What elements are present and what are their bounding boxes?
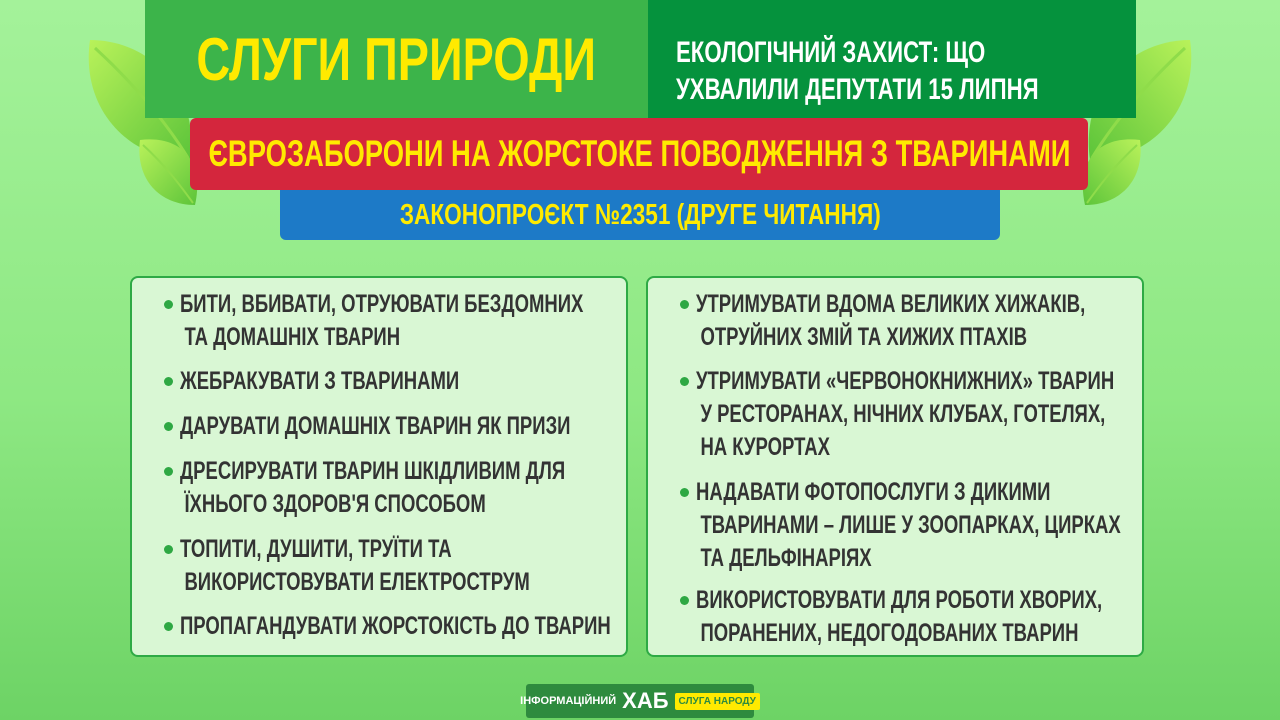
list-item-line: НАДАВАТИ ФОТОПОСЛУГИ З ДИКИМИ xyxy=(696,478,1051,506)
subtitle-block xyxy=(648,0,1136,118)
list-item-line: ВИКОРИСТОВУВАТИ ДЛЯ РОБОТИ ХВОРИХ, xyxy=(696,586,1103,614)
list-item-line: УТРИМУВАТИ «ЧЕРВОНОКНИЖНИХ» ТВАРИН xyxy=(696,367,1115,395)
footer-tag: СЛУГА НАРОДУ xyxy=(675,693,760,710)
footer-brand: ХАБ xyxy=(622,688,669,713)
subtitle-line-2: УХВАЛИЛИ ДЕПУТАТИ 15 ЛИПНЯ xyxy=(676,73,1039,106)
list-item xyxy=(180,410,594,443)
list-item-line: УТРИМУВАТИ ВДОМА ВЕЛИКИХ ХИЖАКІВ, xyxy=(696,290,1086,318)
bill-band xyxy=(280,190,1000,240)
list-item-line: ОТРУЙНИХ ЗМІЙ ТА ХИЖИХ ПТАХІВ xyxy=(700,323,1028,351)
list-item-line: ДАРУВАТИ ДОМАШНІХ ТВАРИН ЯК ПРИЗИ xyxy=(180,412,571,440)
list-item xyxy=(696,476,1121,575)
bullet-icon xyxy=(680,596,689,605)
right-list-panel xyxy=(646,276,1144,657)
list-item-line: ВИКОРИСТОВУВАТИ ЕЛЕКТРОСТРУМ xyxy=(184,568,530,596)
bullet-icon xyxy=(164,300,173,309)
list-item xyxy=(696,584,1110,650)
list-item-line: ЖЕБРАКУВАТИ З ТВАРИНАМИ xyxy=(180,367,460,395)
subtitle-line-1: ЕКОЛОГІЧНИЙ ЗАХИСТ: ЩО xyxy=(676,36,986,69)
bullet-icon xyxy=(164,377,173,386)
list-item-line: ТОПИТИ, ДУШИТИ, ТРУЇТИ ТА xyxy=(180,535,452,563)
bullet-icon xyxy=(680,488,689,497)
footer-badge xyxy=(520,684,756,718)
title-block xyxy=(145,0,648,118)
list-item xyxy=(180,533,594,599)
list-item-line: БИТИ, ВБИВАТИ, ОТРУЮВАТИ БЕЗДОМНИХ xyxy=(180,290,584,318)
list-item xyxy=(180,455,594,521)
list-item-line: ПРОПАГАНДУВАТИ ЖОРСТОКІСТЬ ДО ТВАРИН xyxy=(180,612,611,640)
left-list-panel xyxy=(130,276,628,657)
list-item xyxy=(180,610,611,643)
bullet-icon xyxy=(164,545,173,554)
list-item-line: У РЕСТОРАНАХ, НІЧНИХ КЛУБАХ, ГОТЕЛЯХ, xyxy=(700,400,1106,428)
list-item-line: ТА ДЕЛЬФІНАРІЯХ xyxy=(700,544,872,572)
bullet-icon xyxy=(680,300,689,309)
list-item-line: ПОРАНЕНИХ, НЕДОГОДОВАНИХ ТВАРИН xyxy=(700,619,1079,647)
bullet-icon xyxy=(164,622,173,631)
bullet-icon xyxy=(164,422,173,431)
bill-text: ЗАКОНОПРОЄКТ №2351 (ДРУГЕ ЧИТАННЯ) xyxy=(399,198,881,231)
list-item-line: ДРЕСИРУВАТИ ТВАРИН ШКІДЛИВИМ ДЛЯ xyxy=(180,457,566,485)
list-item xyxy=(180,288,594,354)
page-title: СЛУГИ ПРИРОДИ xyxy=(196,25,597,93)
list-item xyxy=(696,288,1110,354)
banner xyxy=(190,118,1088,190)
list-item-line: ТА ДОМАШНІХ ТВАРИН xyxy=(184,323,401,351)
bullet-icon xyxy=(680,377,689,386)
list-item-line: НА КУРОРТАХ xyxy=(700,433,830,461)
banner-text: ЄВРОЗАБОРОНИ НА ЖОРСТОКЕ ПОВОДЖЕННЯ З ТВАРИНАМИ xyxy=(207,133,1071,174)
list-item xyxy=(180,365,594,398)
list-item xyxy=(696,365,1115,464)
bullet-icon xyxy=(164,467,173,476)
footer-prefix: ІНФОРМАЦІЙНИЙ xyxy=(520,695,617,707)
list-item-line: ТВАРИНАМИ – ЛИШЕ У ЗООПАРКАХ, ЦИРКАХ xyxy=(700,511,1121,539)
subtitle xyxy=(676,34,1039,108)
list-item-line: ЇХНЬОГО ЗДОРОВ'Я СПОСОБОМ xyxy=(184,490,486,518)
